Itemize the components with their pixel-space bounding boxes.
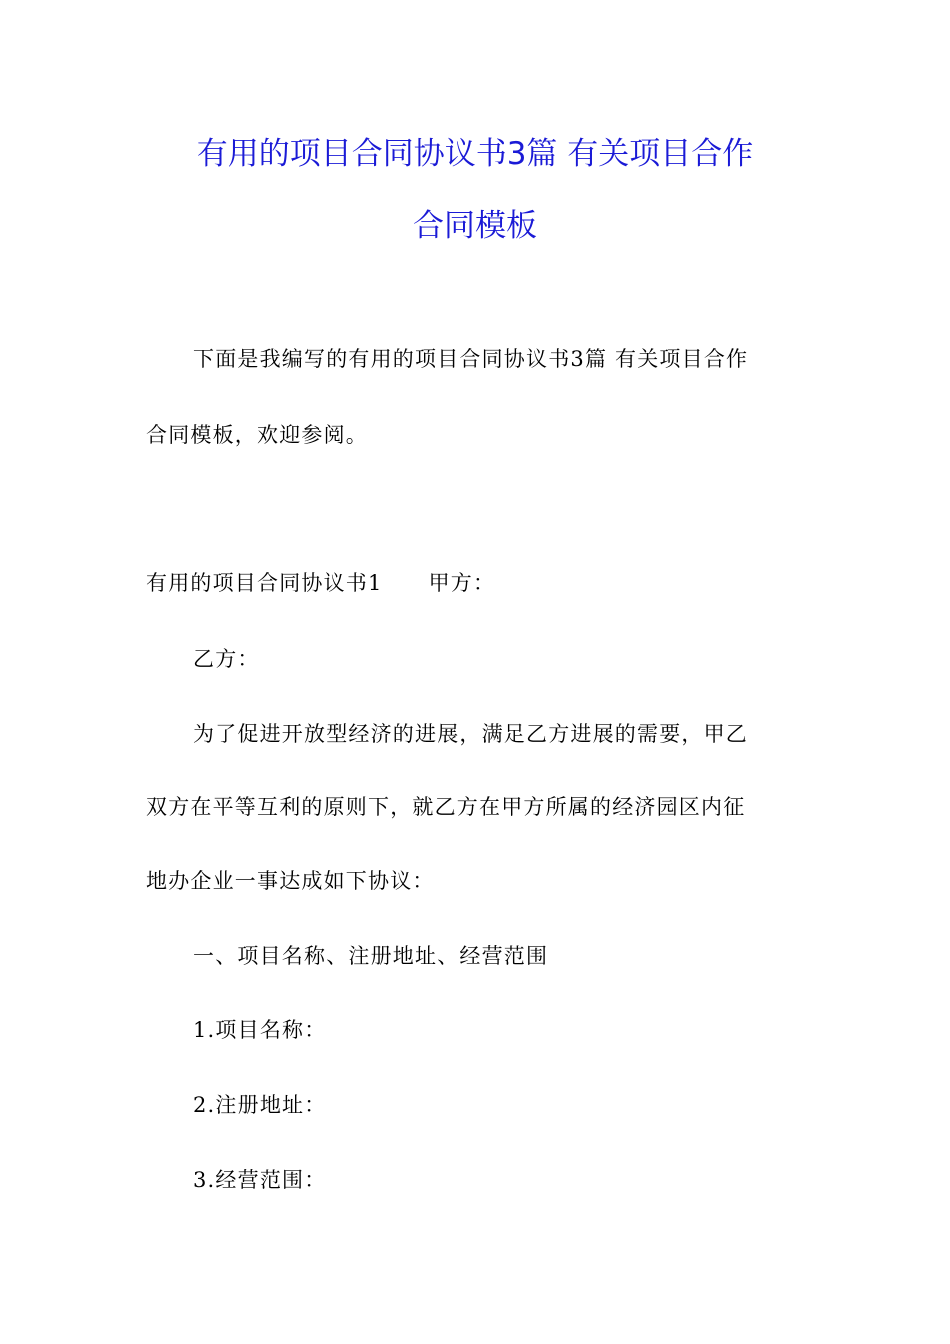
- paragraph-line-1: 为了促进开放型经济的进展，满足乙方进展的需要，甲乙: [193, 722, 748, 746]
- clause-item-registered-address: 2.注册地址：: [193, 1093, 327, 1117]
- clause-item-project-name: 1.项目名称：: [193, 1018, 327, 1042]
- paragraph-line-2: 双方在平等互利的原则下，就乙方在甲方所属的经济园区内征: [146, 795, 746, 819]
- party-a-label: 甲方：: [428, 571, 496, 595]
- section-heading-row: [146, 568, 495, 598]
- intro-line-1: 下面是我编写的有用的项目合同协议书3篇 有关项目合作: [193, 347, 749, 371]
- paragraph-line-3: 地办企业一事达成如下协议：: [146, 869, 435, 893]
- clause-heading: 一、项目名称、注册地址、经营范围: [193, 944, 549, 968]
- document-title-line-2: 合同模板: [413, 208, 537, 244]
- document-title-line-1: 有用的项目合同协议书3篇 有关项目合作: [196, 136, 754, 172]
- party-b-label: 乙方：: [193, 647, 260, 671]
- section-heading: 有用的项目合同协议书1: [146, 571, 383, 595]
- clause-item-business-scope: 3.经营范围：: [193, 1168, 327, 1192]
- intro-line-2: 合同模板，欢迎参阅。: [146, 423, 368, 447]
